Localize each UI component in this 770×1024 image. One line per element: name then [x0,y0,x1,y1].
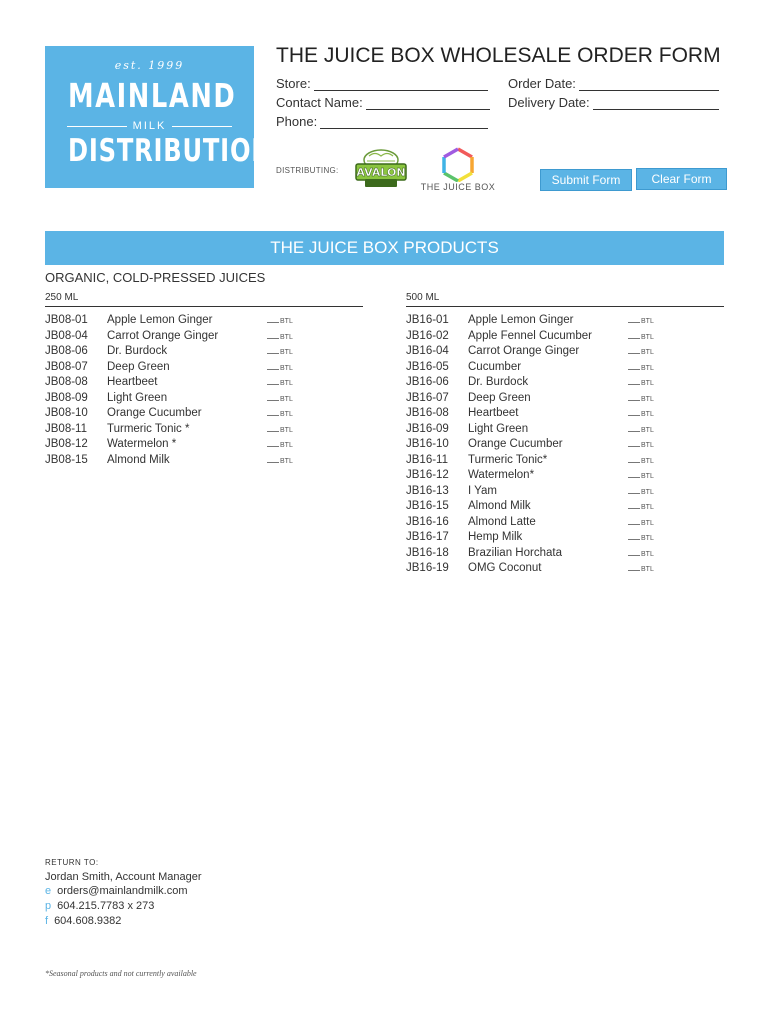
product-row [45,330,365,346]
phone-field[interactable] [276,114,488,129]
contact-email[interactable]: orders@mainlandmilk.com [57,885,188,897]
product-code: JB16-01 [406,314,449,326]
product-row [406,407,726,423]
avalon-organic-logo-graphic [353,148,409,190]
juicebox-logo [420,146,496,196]
product-code: JB16-13 [406,484,449,497]
contact-fax-row [45,915,121,927]
product-code: JB08-10 [45,407,88,419]
product-code: JB16-02 [406,329,449,342]
unit-label: BTL [641,519,654,527]
quantity-input[interactable] [267,462,279,463]
unit-label: BTL [641,318,654,325]
product-name: Hemp Milk [468,531,523,543]
product-name: Dr. Burdock [468,376,529,388]
quantity-input[interactable] [628,524,640,525]
quantity-input[interactable] [267,384,279,385]
unit-label: BTL [280,318,293,325]
store-label: Store: [276,76,311,91]
delivery-date-field[interactable] [508,95,719,110]
product-code: JB08-01 [45,314,88,326]
product-name: Dr. Burdock [107,345,168,357]
product-name: Deep Green [468,391,531,404]
order-date-label: Order Date: [508,76,576,91]
product-name: Carrot Orange Ginger [468,345,580,357]
logo-milk: MILK [132,120,167,132]
unit-label: BTL [280,364,293,372]
delivery-date-label: Delivery Date: [508,95,590,110]
quantity-field[interactable] [628,442,654,449]
delivery-date-input[interactable] [593,97,719,110]
quantity-input[interactable] [267,322,279,323]
seasonal-footnote: *Seasonal products and not currently available [45,969,197,978]
product-list-500ml [406,314,726,578]
quantity-field[interactable] [628,566,654,573]
unit-label: BTL [641,535,654,542]
contact-fax: 604.608.9382 [54,915,122,927]
product-row [45,376,365,392]
product-row [406,485,726,501]
svg-text:AVALON: AVALON [356,166,406,179]
phone-label: Phone: [276,114,318,129]
product-name: Almond Milk [107,453,170,466]
product-code: JB16-17 [406,531,449,543]
quantity-field[interactable] [628,396,654,403]
product-row [406,516,726,532]
product-name: Deep Green [107,360,170,373]
quantity-field[interactable] [628,551,654,558]
contact-name-label: Contact Name: [276,95,363,110]
product-name: Light Green [468,422,529,435]
quantity-field[interactable] [628,411,654,418]
product-code: JB08-09 [45,391,88,404]
avalon-organic-logo-icon [353,148,409,190]
unit-label: BTL [280,349,293,356]
quantity-input[interactable] [267,338,279,339]
quantity-input[interactable] [628,338,640,339]
quantity-input[interactable] [628,508,640,509]
logo-rule-right [172,126,232,127]
product-code: JB08-12 [45,438,88,450]
quantity-field[interactable] [628,473,654,480]
product-row [406,469,726,485]
unit-label: BTL [641,395,654,403]
logo-distribution: DISTRIBUTION [67,133,273,169]
quantity-input[interactable] [628,446,640,447]
product-name: Almond Latte [468,515,536,528]
unit-label: BTL [641,426,654,434]
quantity-field[interactable] [628,458,654,465]
product-code: JB08-15 [45,453,88,466]
unit-label: BTL [280,426,293,434]
quantity-field[interactable] [267,396,293,403]
quantity-input[interactable] [628,555,640,556]
product-row [45,454,365,470]
quantity-input[interactable] [267,446,279,447]
product-name: Turmeric Tonic* [468,453,548,466]
phone-key: p [45,900,52,912]
product-code: JB16-07 [406,391,449,404]
quantity-input[interactable] [628,400,640,401]
unit-label: BTL [641,442,654,449]
unit-label: BTL [641,411,654,418]
return-contact-name: Jordan Smith, Account Manager [45,871,202,883]
product-row [406,345,726,361]
unit-label: BTL [641,349,654,356]
quantity-input[interactable] [267,400,279,401]
product-row [45,438,365,454]
juicebox-hexagon-icon [420,146,496,182]
product-code: JB16-09 [406,422,449,435]
product-row [45,407,365,423]
order-date-field[interactable] [508,76,719,91]
quantity-field[interactable] [267,380,293,387]
product-row [406,454,726,470]
quantity-field[interactable] [628,365,654,372]
product-code: JB16-18 [406,546,449,559]
product-name: Heartbeet [107,376,158,388]
quantity-input[interactable] [628,477,640,478]
unit-label: BTL [641,473,654,480]
product-code: JB16-05 [406,360,449,373]
clear-form-button[interactable]: Clear Form [636,168,727,190]
quantity-input[interactable] [628,462,640,463]
quantity-field[interactable] [267,442,293,449]
quantity-input[interactable] [628,415,640,416]
product-code: JB16-11 [406,453,448,466]
product-name: Almond Milk [468,500,531,512]
product-name: Apple Lemon Ginger [468,314,574,326]
quantity-field[interactable] [628,380,654,387]
quantity-input[interactable] [267,353,279,354]
product-name: OMG Coconut [468,562,542,574]
contact-phone-row [45,900,154,912]
unit-label: BTL [641,333,654,341]
product-row [406,547,726,563]
product-row [45,423,365,439]
product-name: Turmeric Tonic * [107,422,190,435]
product-code: JB16-16 [406,515,449,528]
quantity-field[interactable] [267,365,293,372]
product-name: Watermelon* [468,469,535,481]
email-key: e [45,885,52,897]
quantity-field[interactable] [267,427,293,434]
product-row [45,345,365,361]
unit-label: BTL [280,442,293,449]
product-name: Watermelon * [107,438,177,450]
quantity-field[interactable] [267,458,293,465]
product-code: JB08-06 [45,345,88,357]
distributing-label: DISTRIBUTING: [276,166,339,175]
unit-label: BTL [280,457,293,465]
product-name: Light Green [107,391,168,404]
product-row [406,330,726,346]
contact-email-row [45,885,188,897]
quantity-field[interactable] [628,489,654,496]
quantity-input[interactable] [628,539,640,540]
form-title: THE JUICE BOX WHOLESALE ORDER FORM [276,44,721,67]
store-field[interactable] [276,76,488,91]
unit-label: BTL [641,504,654,511]
store-input[interactable] [314,78,488,91]
order-date-input[interactable] [579,78,719,91]
product-name: Heartbeet [468,407,519,419]
column-heading-500ml: 500 ML [406,292,724,307]
products-banner: THE JUICE BOX PRODUCTS [45,231,724,265]
product-row [406,423,726,439]
product-row [406,361,726,377]
quantity-input[interactable] [628,493,640,494]
product-code: JB16-08 [406,407,449,419]
quantity-input[interactable] [628,322,640,323]
submit-form-button[interactable]: Submit Form [540,169,632,191]
unit-label: BTL [641,380,654,387]
quantity-field[interactable] [628,334,654,341]
logo-est: est. 1999 [114,59,185,72]
contact-name-field[interactable] [276,95,490,110]
product-name: Orange Cucumber [107,407,202,419]
unit-label: BTL [641,364,654,372]
quantity-input[interactable] [267,431,279,432]
quantity-input[interactable] [628,384,640,385]
product-name: Orange Cucumber [468,438,563,450]
column-heading-250ml: 250 ML [45,292,363,307]
product-row [406,314,726,330]
product-name: I Yam [468,484,497,497]
product-name: Apple Fennel Cucumber [468,329,593,342]
quantity-field[interactable] [267,411,293,418]
unit-label: BTL [641,488,654,496]
product-row [45,314,365,330]
logo-milk-row [67,119,232,133]
quantity-input[interactable] [628,369,640,370]
quantity-field[interactable] [628,520,654,527]
product-code: JB08-11 [45,422,87,435]
product-code: JB08-08 [45,376,88,388]
unit-label: BTL [280,380,293,387]
product-code: JB16-19 [406,562,449,574]
quantity-input[interactable] [267,415,279,416]
product-row [406,500,726,516]
product-name: Cucumber [468,360,522,373]
quantity-field[interactable] [628,427,654,434]
product-row [406,438,726,454]
quantity-field[interactable] [628,535,654,542]
quantity-field[interactable] [267,349,293,356]
product-code: JB08-07 [45,360,88,373]
fax-key: f [45,915,49,927]
logo-rule-left [67,126,127,127]
product-row [45,392,365,408]
quantity-field[interactable] [267,334,293,341]
contact-phone: 604.215.7783 x 273 [57,900,155,912]
unit-label: BTL [641,566,654,573]
product-name: Apple Lemon Ginger [107,314,213,326]
logo-mainland: MAINLAND [67,76,237,115]
product-code: JB16-12 [406,469,449,481]
product-code: JB16-15 [406,500,449,512]
product-row [406,376,726,392]
unit-label: BTL [280,395,293,403]
product-name: Carrot Orange Ginger [107,329,219,342]
return-to-label: RETURN TO: [45,858,99,867]
quantity-field[interactable] [267,318,293,325]
category-heading: ORGANIC, COLD-PRESSED JUICES [45,270,266,285]
product-row [45,361,365,377]
quantity-input[interactable] [628,353,640,354]
unit-label: BTL [280,333,293,341]
product-list-250ml [45,314,365,469]
quantity-input[interactable] [267,369,279,370]
unit-label: BTL [280,411,293,418]
product-row [406,562,726,578]
product-row [406,392,726,408]
product-row [406,531,726,547]
quantity-input[interactable] [628,570,640,571]
quantity-field[interactable] [628,349,654,356]
phone-input[interactable] [320,116,488,129]
product-code: JB16-04 [406,345,449,357]
product-code: JB16-10 [406,438,449,450]
quantity-field[interactable] [628,318,654,325]
juicebox-logo-text: THE JUICE BOX [420,182,496,192]
unit-label: BTL [641,457,654,465]
contact-name-input[interactable] [366,97,490,110]
mainland-milk-logo [45,46,273,188]
product-code: JB08-04 [45,329,88,342]
unit-label: BTL [641,550,654,558]
quantity-field[interactable] [628,504,654,511]
product-code: JB16-06 [406,376,449,388]
quantity-input[interactable] [628,431,640,432]
product-name: Brazilian Horchata [468,546,562,559]
